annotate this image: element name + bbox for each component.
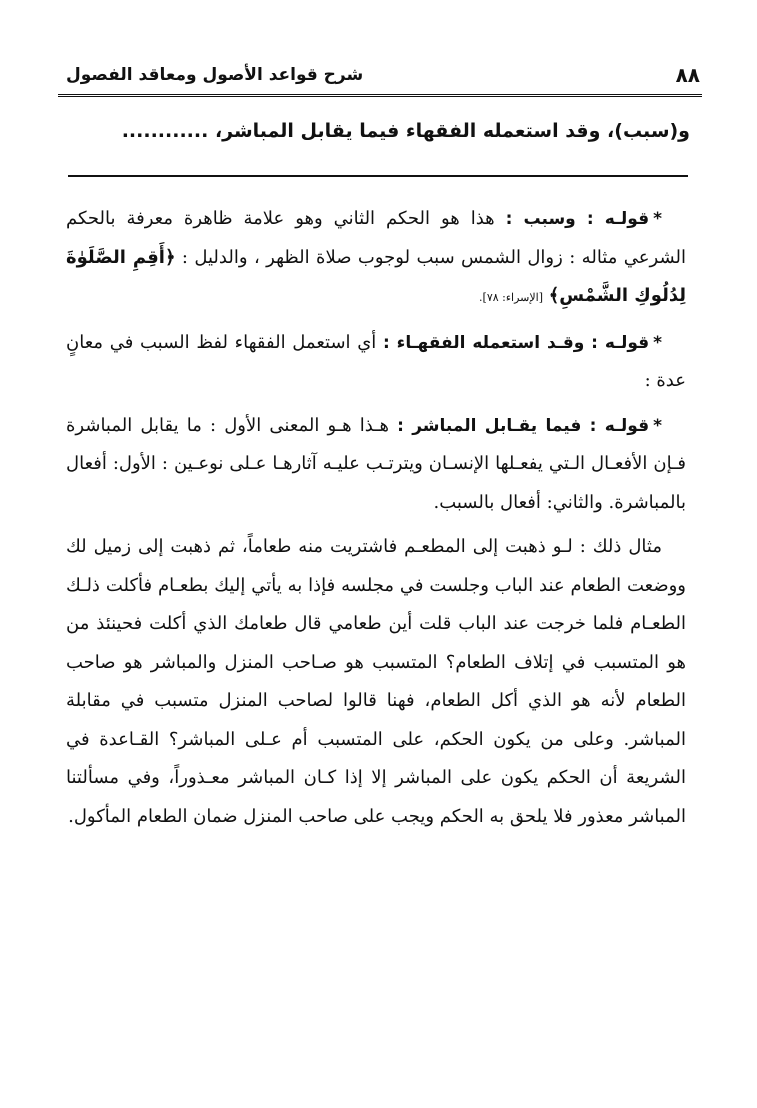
- matn-text: و(سبب)، وقد استعمله الفقهاء فيما يقابل المباشر، ............: [121, 120, 690, 142]
- running-head: [60, 56, 700, 86]
- star-bullet: *: [653, 209, 662, 229]
- page-number: ٨٨: [675, 63, 700, 87]
- matn-rule: [68, 175, 688, 177]
- paragraph-text: أي استعمل الفقهاء لفظ السبب في معانٍ عدة :: [66, 331, 686, 391]
- paragraph-lead: قولـه : فيما يقـابل المباشر :: [397, 415, 650, 436]
- star-bullet: *: [653, 332, 663, 353]
- paragraph-cause: [66, 200, 686, 318]
- paragraph-direct: [66, 407, 686, 523]
- paragraph-text: هذا هو الحكم الثاني وهو علامة ظاهرة معرفة بالحكم الشرعي مثاله : زوال الشمس سبب لوجوب صلاة الظهر ، والدليل :: [66, 208, 686, 268]
- running-title: شرح قواعد الأصول ومعاقد الفصول: [66, 65, 364, 85]
- paragraph-lead: قولـه : وسبب :: [505, 209, 650, 229]
- header-rule: [58, 94, 702, 97]
- paragraph-lead: قولـه : وقـد استعمله الفقهـاء :: [383, 332, 650, 353]
- star-bullet: *: [653, 415, 662, 436]
- commentary-body: [66, 200, 686, 836]
- quran-verse: ﴿أَقِمِ الصَّلَوٰةَ لِدُلُوكِ الشَّمْسِ﴾: [66, 246, 686, 306]
- paragraph-jurists: [66, 324, 686, 401]
- verse-reference: [الإسراء: ٧٨].: [479, 291, 543, 304]
- paragraph-example: [66, 528, 686, 836]
- paragraph-text: هـذا هـو المعنى الأول : ما يقابل المباشرة فـإن الأفعـال الـتي يفعـلها الإنسـان ويترتـب عليـه آثارهـا عـلى نوعـين : الأول: أفعال بالمباشرة. والثاني: أفعال بالسبب.: [66, 414, 686, 513]
- paragraph-text: مثال ذلك : لـو ذهبت إلى المطعـم فاشتريت منه طعاماً، ثم ذهبت إلى زميل لك ووضعت الطعام عند الباب وجلست في مجلسه فإذا به يأتي إليك بطعـام فأكلت ذلـك الطعـام فلما خرجت عند الباب قلت أين طعامي قال طعامك الذي أكلت فحينئذ من هو المتسبب في إتلاف الطعام؟ المتسبب هو صـاحب المنزل والمباشر هو صاحب الطعام لأنه هو الذي أكل الطعام، فهنا قالوا لصاحب المنزل متسبب في مقابلة المباشر. وعلى من يكون الحكم، على المتسبب أم عـلى المباشر؟ القـاعدة في الشريعة أن الحكم يكون على المباشر إلا إذا كـان المباشر معـذوراً، وفي مسألتنا المباشر معذور فلا يلحق به الحكم ويجب على صاحب المنزل ضمان الطعام المأكول.: [66, 536, 686, 827]
